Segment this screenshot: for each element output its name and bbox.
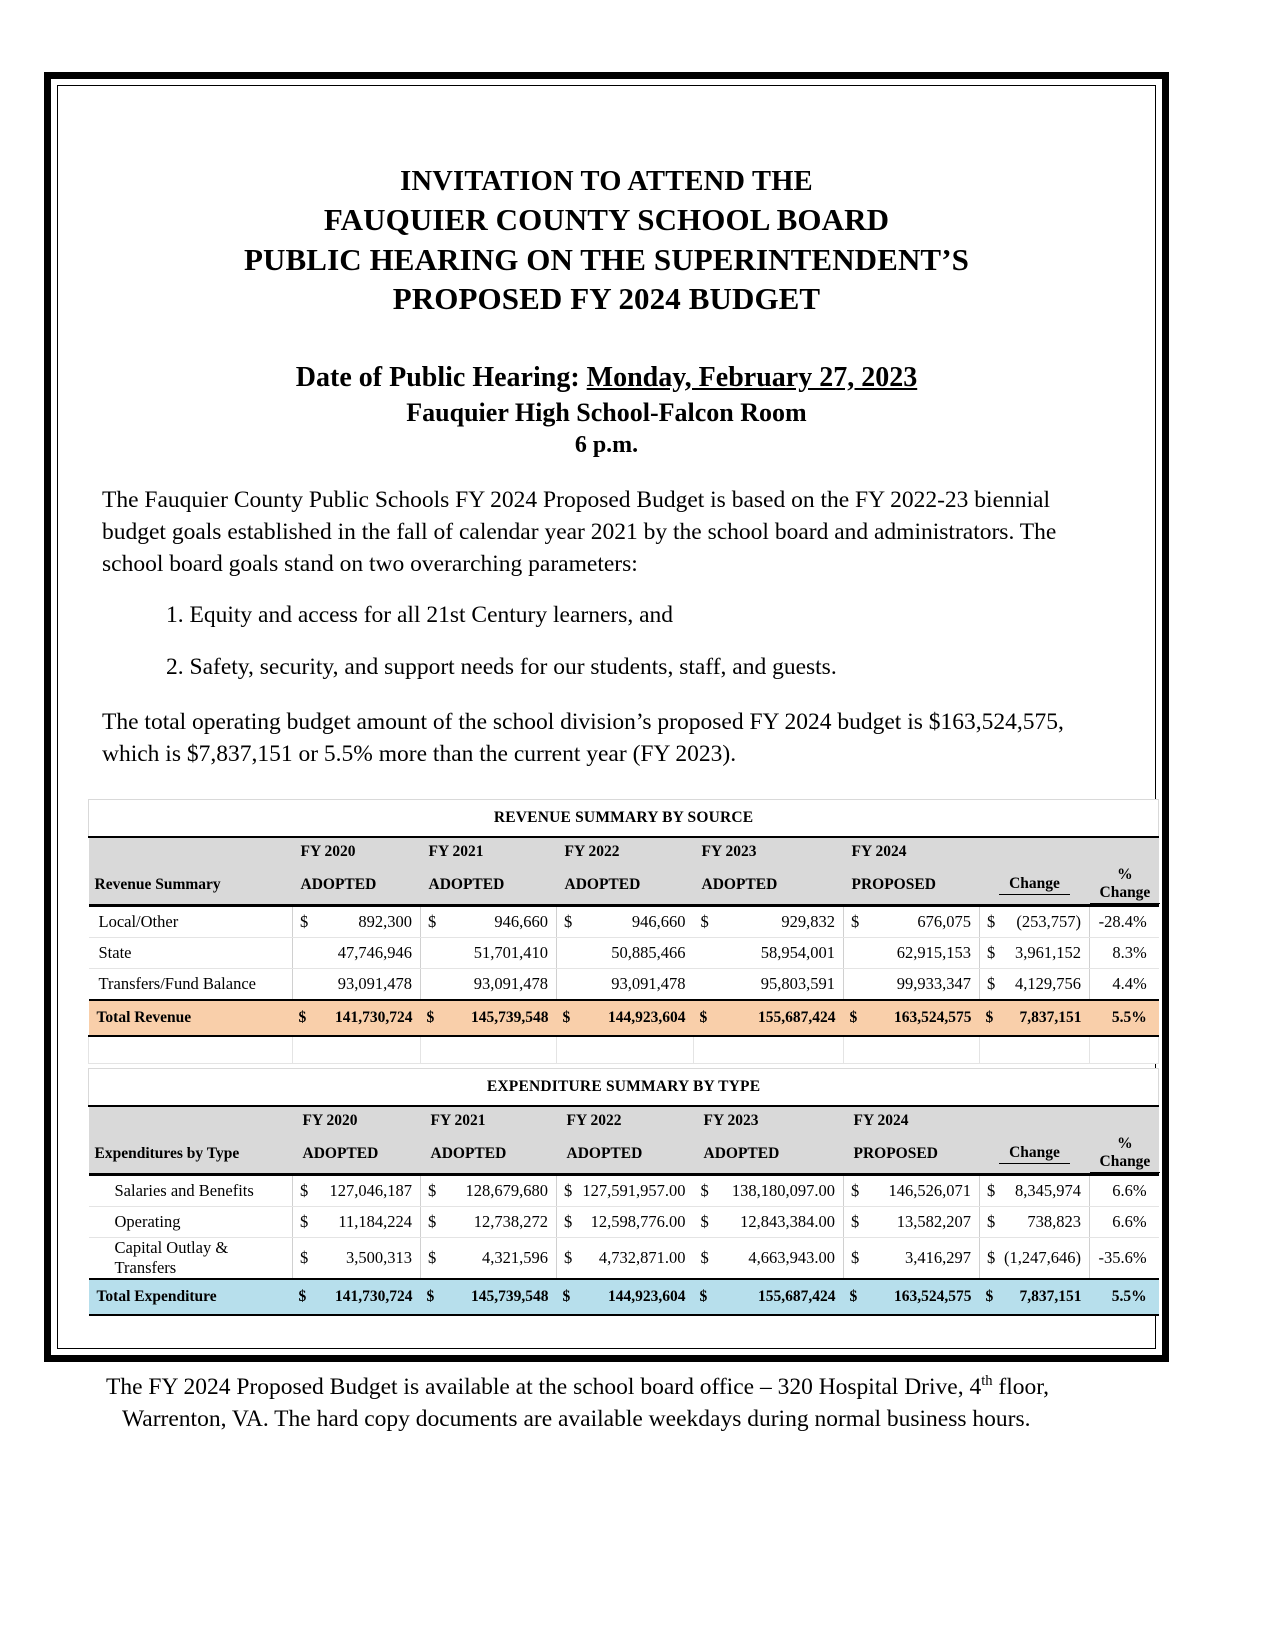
expenditure-row-1-fy2021: 12,738,272 [445,1206,557,1237]
expenditure-total-label: Total Expenditure [89,1279,293,1315]
expenditure-row-0-fy2020: 127,046,187 [317,1174,421,1206]
revenue-row-2-fy2023-symbol [694,968,718,1000]
expenditure-row-2-label: Capital Outlay & Transfers [89,1237,293,1279]
expenditure-row-0-fy2023-symbol: $ [694,1174,718,1206]
expenditure-total-change-symbol: $ [980,1279,1002,1315]
expenditure-row-0-fy2022: 127,591,957.00 [581,1174,694,1206]
title-line-1: INVITATION TO ATTEND THE [400,166,813,197]
revenue-row-1-fy2020-symbol [293,937,317,968]
revenue-banner-row [89,799,1159,837]
revenue-header-pct-change: % Change [1090,866,1159,906]
expenditure-row-1-fy2024-symbol: $ [844,1206,868,1237]
title-line-4: PROPOSED FY 2024 BUDGET [392,280,821,316]
expenditure-total-fy2024: 163,524,575 [868,1279,980,1315]
expenditure-row-1-fy2023: 12,843,384.00 [718,1206,844,1237]
revenue-total-fy2024: 163,524,575 [868,1000,980,1036]
expenditure-row-2-fy2022: 4,732,871.00 [581,1237,694,1279]
revenue-total-pct-change: 5.5% [1090,1000,1159,1036]
revenue-row-1-fy2024-symbol [844,937,868,968]
revenue-row-0-pct-change: -28.4% [1090,905,1159,937]
expenditure-subheader-fy2024: PROPOSED [844,1135,980,1175]
expenditure-row-1-fy2021-symbol: $ [421,1206,445,1237]
revenue-row-0-fy2023-symbol: $ [694,905,718,937]
expenditure-total-fy2022: 144,923,604 [581,1279,694,1315]
revenue-spacer-cell-5 [844,1036,980,1064]
revenue-total-fy2021-symbol: $ [421,1000,445,1036]
expenditure-row-0-pct-change: 6.6% [1090,1174,1159,1206]
expenditure-row-2-fy2023: 4,663,943.00 [718,1237,844,1279]
expenditure-total-fy2021-symbol: $ [421,1279,445,1315]
expenditure-header-pct-change: % Change [1090,1135,1159,1175]
expenditure-row-1-fy2023-symbol: $ [694,1206,718,1237]
expenditure-header-pct-spacer [1090,1106,1159,1135]
revenue-spacer-cell-4 [694,1036,844,1064]
expenditure-row-2-fy2024-symbol: $ [844,1237,868,1279]
expenditure-row-2-fy2021: 4,321,596 [445,1237,557,1279]
expenditure-row-2-fy2024: 3,416,297 [868,1237,980,1279]
revenue-spacer-cell-7 [1090,1036,1159,1064]
document-content [58,86,1155,1446]
revenue-row-2-fy2020-symbol [293,968,317,1000]
document-page-inner-border [57,85,1156,1432]
expenditure-row-1-fy2024: 13,582,207 [868,1206,980,1237]
expenditure-row-1-change: 738,823 [1002,1206,1090,1237]
revenue-row-0-fy2022-symbol: $ [557,905,581,937]
table-row [89,1237,1159,1279]
revenue-row-1-fy2022: 50,885,466 [581,937,694,968]
expenditure-header-fy2023: FY 2023 [694,1106,844,1135]
expenditure-total-pct-change: 5.5% [1090,1279,1159,1315]
expenditure-header-fy2024: FY 2024 [844,1106,980,1135]
expenditure-row-0-fy2024: 146,526,071 [868,1174,980,1206]
revenue-header-fy2024: FY 2024 [844,837,980,866]
revenue-header-fy2020: FY 2020 [293,837,421,866]
revenue-banner-label: REVENUE SUMMARY BY SOURCE [89,799,1159,837]
expenditure-row-1-fy2022: 12,598,776.00 [581,1206,694,1237]
revenue-row-2-fy2024: 99,933,347 [868,968,980,1000]
expenditure-total-fy2022-symbol: $ [557,1279,581,1315]
hearing-time: 6 p.m. [574,431,639,458]
expenditure-header-spacer [89,1106,293,1135]
closing-line-1-part-b: floor, [992,1373,1050,1400]
closing-ordinal-suffix: th [981,1372,993,1389]
expenditure-total-fy2021: 145,739,548 [445,1279,557,1315]
revenue-total-fy2021: 145,739,548 [445,1000,557,1036]
expenditure-subheader-fy2020: ADOPTED [293,1135,421,1175]
expenditure-row-1-fy2020-symbol: $ [293,1206,317,1237]
expenditure-header-change: Change [980,1135,1090,1175]
revenue-total-change-symbol: $ [980,1000,1002,1036]
expenditure-header-fy2021: FY 2021 [421,1106,557,1135]
expenditure-row-1-pct-change: 6.6% [1090,1206,1159,1237]
revenue-row-2-fy2023: 95,803,591 [718,968,844,1000]
revenue-total-row [89,1000,1159,1036]
goal-item-2: 2. Safety, security, and support needs for our students, staff, and guests. [166,653,837,680]
revenue-row-0-fy2022: 946,660 [581,905,694,937]
expenditure-row-2-pct-change: -35.6% [1090,1237,1159,1279]
total-budget-paragraph: The total operating budget amount of the school division’s proposed FY 2024 budget is $163,524,575, which is $7,837,151 or 5.5% more than the current year (FY 2023). [102,709,1064,768]
expenditure-banner-row [89,1068,1159,1106]
expenditure-row-0-change-symbol: $ [980,1174,1002,1206]
expenditure-subheader-fy2021: ADOPTED [421,1135,557,1175]
revenue-total-fy2023-symbol: $ [694,1000,718,1036]
revenue-row-1-change: 3,961,152 [1002,937,1090,968]
revenue-spacer-cell-0 [89,1036,293,1064]
hearing-date-value: Monday, February 27, 2023 [586,361,918,393]
revenue-total-fy2024-symbol: $ [844,1000,868,1036]
title-line-2: FAUQUIER COUNTY SCHOOL BOARD [323,202,890,238]
closing-line-2: Warrenton, VA. The hard copy documents are available weekdays during normal business hours. [122,1405,1031,1432]
revenue-total-fy2020-symbol: $ [293,1000,317,1036]
intro-paragraph: The Fauquier County Public Schools FY 2024 Proposed Budget is based on the FY 2022-23 biennial budget goals established in the fall of calendar year 2021 by the school board and administrators. The school board goals stand on two overarching parameters: [102,487,1057,577]
table-row [89,905,1159,937]
expenditure-total-change: 7,837,151 [1002,1279,1090,1315]
expenditure-total-fy2020: 141,730,724 [317,1279,421,1315]
expenditure-row-0-fy2021: 128,679,680 [445,1174,557,1206]
revenue-spacer-cell-2 [421,1036,557,1064]
goal-item-1: 1. Equity and access for all 21st Century learners, and [166,602,674,629]
closing-paragraph [106,1372,1116,1436]
expenditure-row-0-change: 8,345,974 [1002,1174,1090,1206]
revenue-row-2-label: Transfers/Fund Balance [89,968,293,1000]
expenditure-header-fy2022: FY 2022 [557,1106,694,1135]
expenditure-banner-label: EXPENDITURE SUMMARY BY TYPE [89,1068,1159,1106]
revenue-row-2-fy2021: 93,091,478 [445,968,557,1000]
closing-line-1-part-a: The FY 2024 Proposed Budget is available at the school board office – 320 Hospital Drive, 4 [106,1373,982,1400]
expenditure-row-1-label: Operating [89,1206,293,1237]
expenditure-summary-table [88,1068,1159,1316]
revenue-row-0-label: Local/Other [89,905,293,937]
revenue-row-0-change: (253,757) [1002,905,1090,937]
table-row [89,1206,1159,1237]
revenue-row-0-fy2024-symbol: $ [844,905,868,937]
revenue-header-spacer [89,837,293,866]
revenue-header-pct-spacer [1090,837,1159,866]
revenue-header-fy2022: FY 2022 [557,837,694,866]
revenue-header-change-spacer [980,837,1090,866]
hearing-date-label: Date of Public Hearing: [295,361,580,393]
revenue-summary-table-wrapper [88,799,1151,1064]
title-line-3: PUBLIC HEARING ON THE SUPERINTENDENT’S [244,241,969,277]
expenditure-total-fy2023: 155,687,424 [718,1279,844,1315]
revenue-row-0-fy2021: 946,660 [445,905,557,937]
revenue-row-0-fy2020: 892,300 [317,905,421,937]
revenue-row-0-fy2021-symbol: $ [421,905,445,937]
expenditure-row-0-fy2020-symbol: $ [293,1174,317,1206]
expenditure-row-2-fy2020: 3,500,313 [317,1237,421,1279]
expenditure-total-fy2023-symbol: $ [694,1279,718,1315]
revenue-total-fy2022: 144,923,604 [581,1000,694,1036]
revenue-row-1-pct-change: 8.3% [1090,937,1159,968]
table-row [89,968,1159,1000]
revenue-row-1-fy2022-symbol [557,937,581,968]
expenditure-row-2-change-symbol: $ [980,1237,1002,1279]
expenditure-row-2-fy2021-symbol: $ [421,1237,445,1279]
revenue-row-2-pct-change: 4.4% [1090,968,1159,1000]
revenue-spacer-cell-6 [980,1036,1090,1064]
revenue-header-fy2023: FY 2023 [694,837,844,866]
revenue-row-1-change-symbol: $ [980,937,1002,968]
revenue-row-2-fy2024-symbol [844,968,868,1000]
revenue-subheader-fy2024: PROPOSED [844,866,980,906]
revenue-summary-table [88,799,1159,1064]
expenditure-header-row-label: Expenditures by Type [89,1135,293,1175]
expenditure-row-0-fy2024-symbol: $ [844,1174,868,1206]
expenditure-row-2-change: (1,247,646) [1002,1237,1090,1279]
revenue-row-1-fy2023: 58,954,001 [718,937,844,968]
revenue-total-fy2020: 141,730,724 [317,1000,421,1036]
revenue-row-2-change: 4,129,756 [1002,968,1090,1000]
expenditure-total-fy2020-symbol: $ [293,1279,317,1315]
expenditure-total-fy2024-symbol: $ [844,1279,868,1315]
revenue-row-0-fy2023: 929,832 [718,905,844,937]
revenue-subheader-fy2021: ADOPTED [421,866,557,906]
revenue-total-change: 7,837,151 [1002,1000,1090,1036]
expenditure-row-0-fy2023: 138,180,097.00 [718,1174,844,1206]
revenue-row-2-change-symbol: $ [980,968,1002,1000]
revenue-row-2-fy2020: 93,091,478 [317,968,421,1000]
hearing-location: Fauquier High School-Falcon Room [406,398,807,427]
expenditure-header-row-status [89,1135,1159,1175]
revenue-row-2-fy2022: 93,091,478 [581,968,694,1000]
expenditure-header-row-fy [89,1106,1159,1135]
revenue-spacer-cell-1 [293,1036,421,1064]
hearing-date-line [88,360,1125,396]
revenue-row-0-fy2020-symbol: $ [293,905,317,937]
expenditure-row-2-fy2022-symbol: $ [557,1237,581,1279]
revenue-row-1-label: State [89,937,293,968]
hearing-details [88,360,1125,462]
revenue-total-label: Total Revenue [89,1000,293,1036]
table-row [89,937,1159,968]
revenue-total-fy2022-symbol: $ [557,1000,581,1036]
revenue-subheader-fy2022: ADOPTED [557,866,694,906]
revenue-header-row-label: Revenue Summary [89,866,293,906]
expenditure-subheader-fy2023: ADOPTED [694,1135,844,1175]
revenue-header-change: Change [980,866,1090,906]
revenue-row-1-fy2021: 51,701,410 [445,937,557,968]
revenue-row-0-change-symbol: $ [980,905,1002,937]
document-page-border [44,72,1169,1432]
expenditure-summary-table-wrapper [88,1068,1151,1316]
revenue-header-row-fy [89,837,1159,866]
expenditure-row-2-fy2023-symbol: $ [694,1237,718,1279]
revenue-spacer-cell-3 [557,1036,694,1064]
document-title [88,164,1125,318]
expenditure-row-0-fy2021-symbol: $ [421,1174,445,1206]
revenue-subheader-fy2020: ADOPTED [293,866,421,906]
revenue-row-1-fy2020: 47,746,946 [317,937,421,968]
revenue-row-2-fy2021-symbol [421,968,445,1000]
revenue-header-fy2021: FY 2021 [421,837,557,866]
expenditure-row-2-fy2020-symbol: $ [293,1237,317,1279]
expenditure-row-0-fy2022-symbol: $ [557,1174,581,1206]
revenue-row-1-fy2024: 62,915,153 [868,937,980,968]
revenue-row-2-fy2022-symbol [557,968,581,1000]
revenue-row-0-fy2024: 676,075 [868,905,980,937]
revenue-header-row-status [89,866,1159,906]
expenditure-total-row [89,1279,1159,1315]
expenditure-row-1-fy2022-symbol: $ [557,1206,581,1237]
expenditure-row-0-label: Salaries and Benefits [89,1174,293,1206]
revenue-row-1-fy2021-symbol [421,937,445,968]
revenue-total-fy2023: 155,687,424 [718,1000,844,1036]
expenditure-row-1-fy2020: 11,184,224 [317,1206,421,1237]
expenditure-row-1-change-symbol: $ [980,1206,1002,1237]
revenue-row-1-fy2023-symbol [694,937,718,968]
expenditure-subheader-fy2022: ADOPTED [557,1135,694,1175]
expenditure-header-fy2020: FY 2020 [293,1106,421,1135]
revenue-table-spacer-row [89,1036,1159,1064]
revenue-subheader-fy2023: ADOPTED [694,866,844,906]
expenditure-header-change-spacer [980,1106,1090,1135]
table-row [89,1174,1159,1206]
